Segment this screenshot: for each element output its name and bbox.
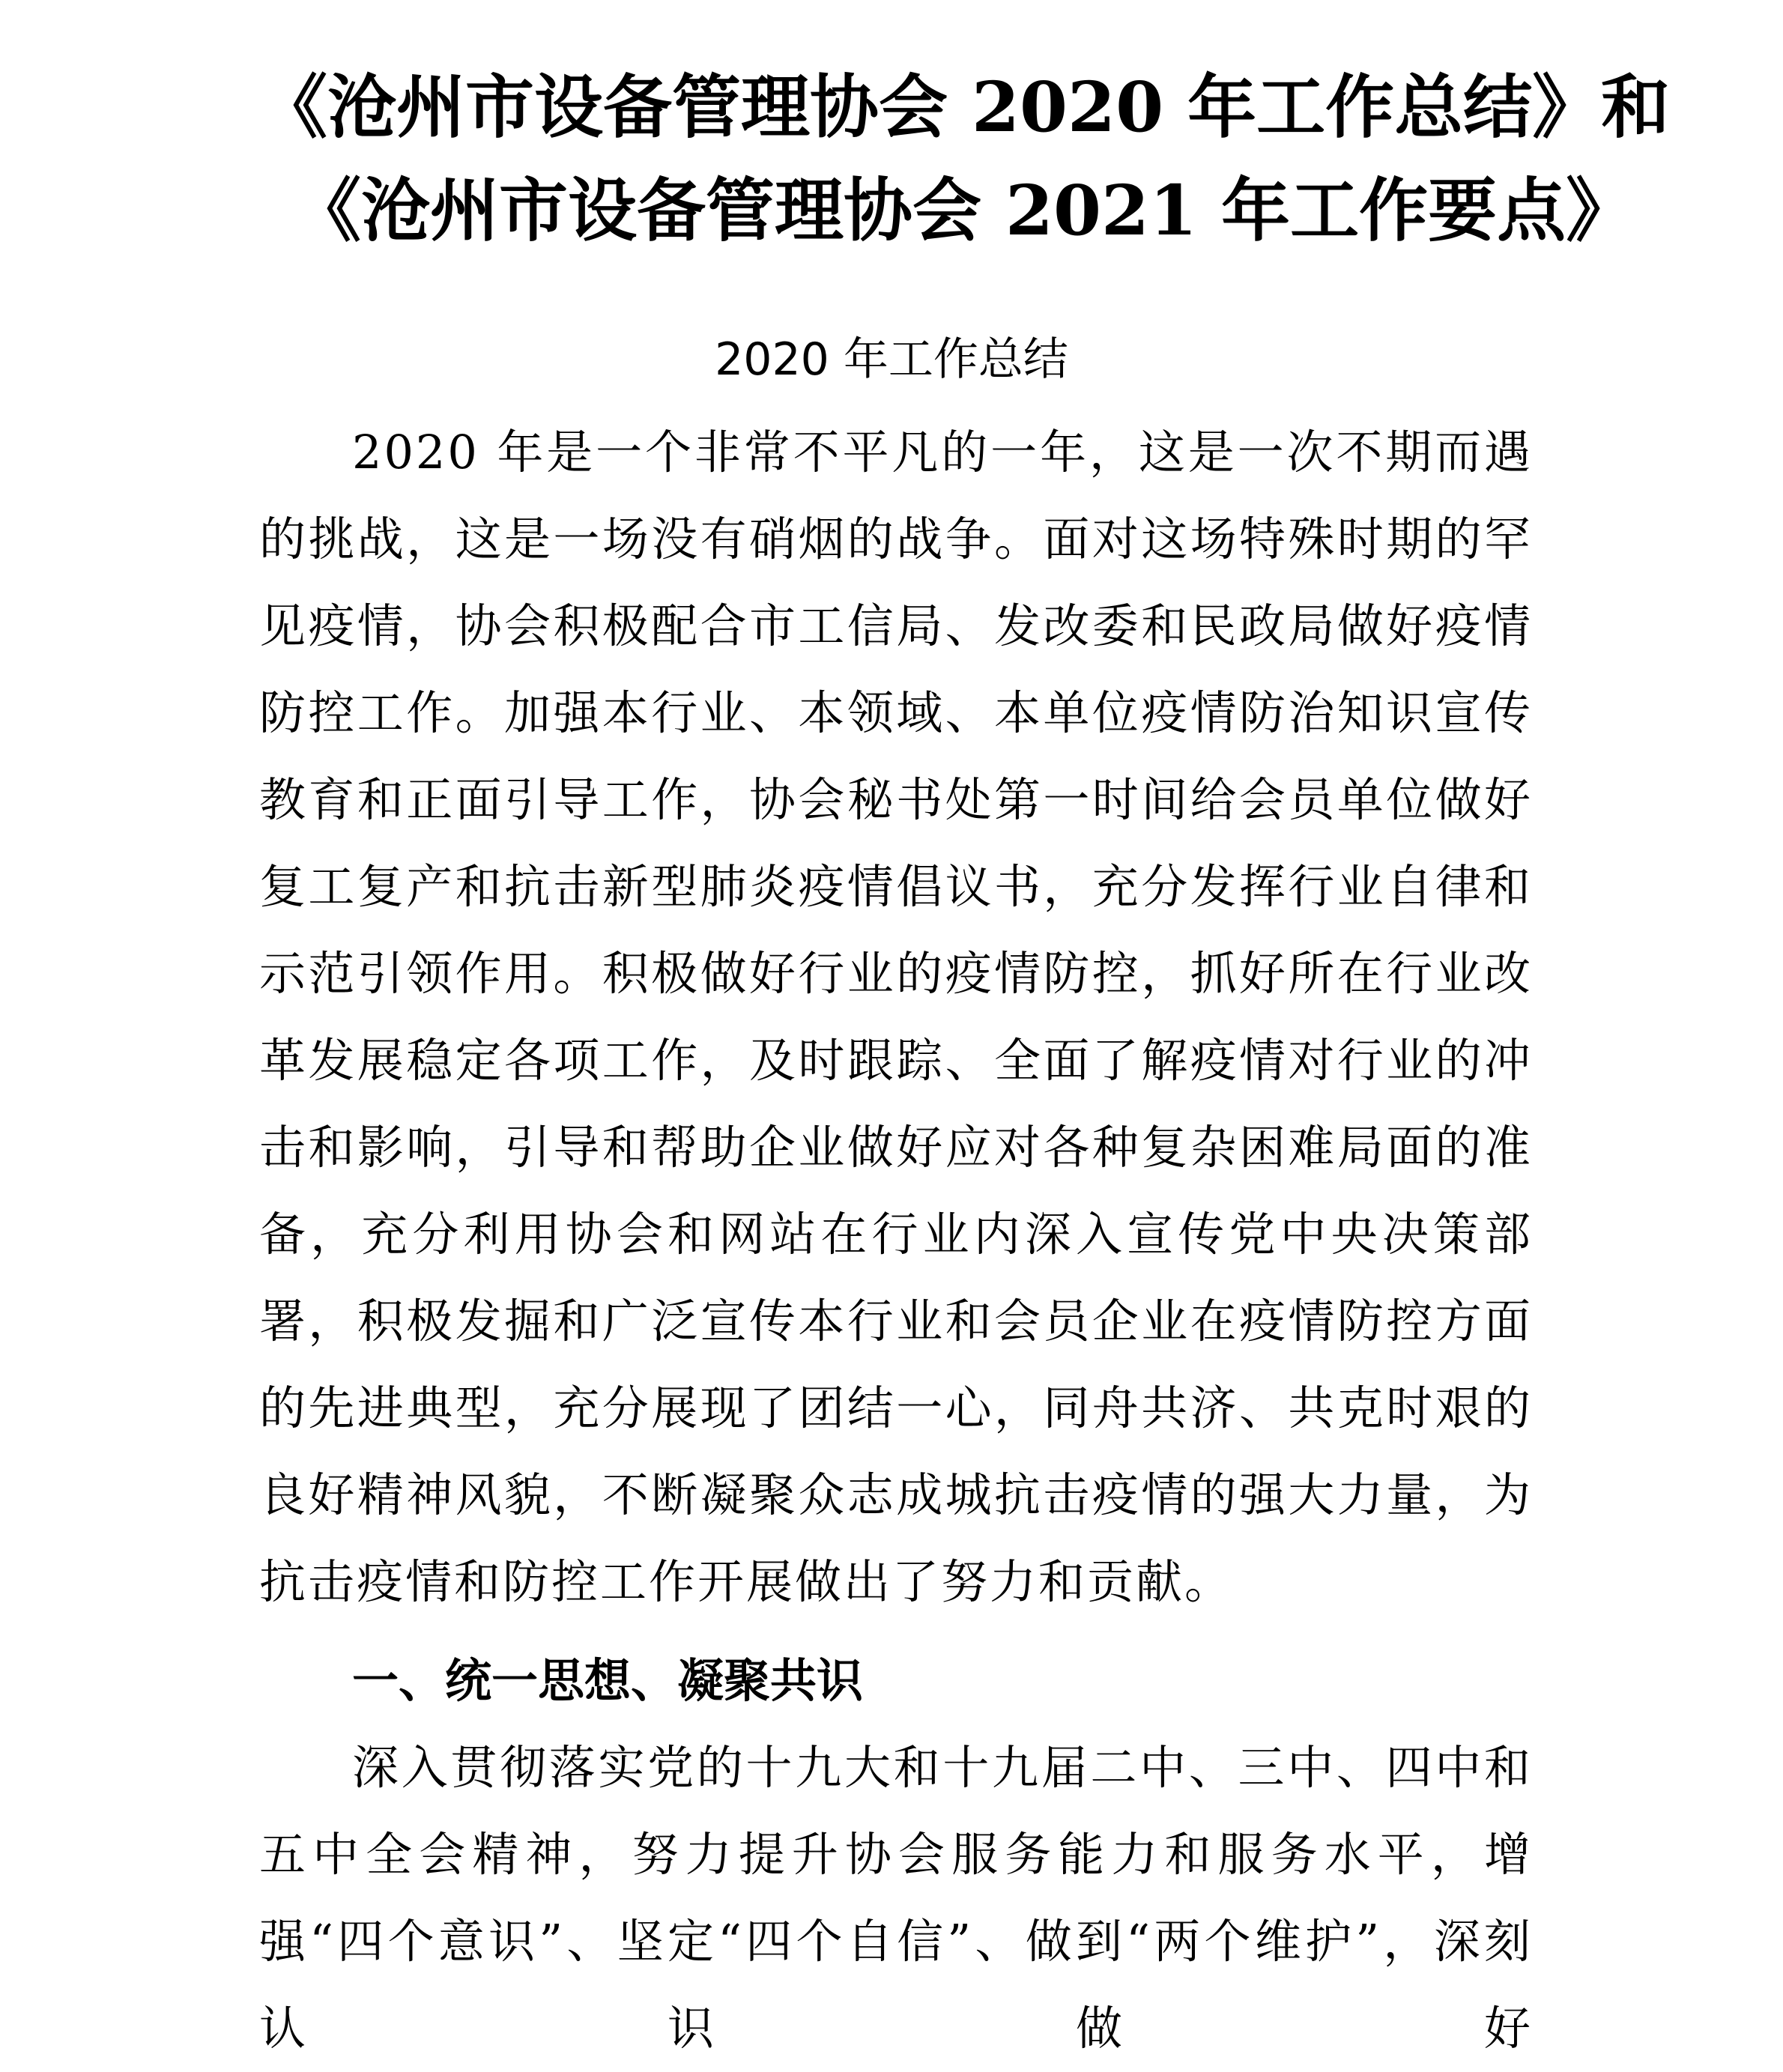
section-heading: 2020 年工作总结 [715,333,1068,386]
paragraph-intro: 2020 年是一个非常不平凡的一年，这是一次不期而遇的挑战，这是一场没有硝烟的战争。面对这场特殊时期的罕见疫情，协会积极配合市工信局、发改委和民政局做好疫情防控工作。加强本行业、本领域、本单位疫情防治知识宣传教育和正面引导工作，协会秘书处第一时间给会员单位做好复工复产和抗击新型肺炎疫情倡议书，充分发挥行业自律和示范引领作用。积极做好行业的疫情防控，抓好所在行业改革发展稳定各项工作，及时跟踪、全面了解疫情对行业的冲击和影响，引导和帮助企业做好应对各种复杂困难局面的准备，充分利用协会和网站在行业内深入宣传党中央决策部署，积极发掘和广泛宣传本行业和会员企业在疫情防控方面的先进典型，充分展现了团结一心，同舟共济、共克时艰的良好精神风貌，不断凝聚众志成城抗击疫情的强大力量，为抗击疫情和防控工作开展做出了努力和贡献。 [259,425,1533,1609]
paragraph-unify-thinking: 深入贯彻落实党的十九大和十九届二中、三中、四中和五中全会精神，努力提升协会服务能力和服务水平，增强“四个意识”、坚定“四个自信”、做到“两个维护”，深刻认识做好 [259,1740,1533,2056]
subheading-unify-thinking: 一、统一思想、凝聚共识 [352,1653,864,1708]
document-title-line-2: 《沧州市设备管理协会 2021 年工作要点》 [292,170,1635,251]
document-title-line-1: 《沧州市设备管理协会 2020 年工作总结》和 [258,67,1671,148]
